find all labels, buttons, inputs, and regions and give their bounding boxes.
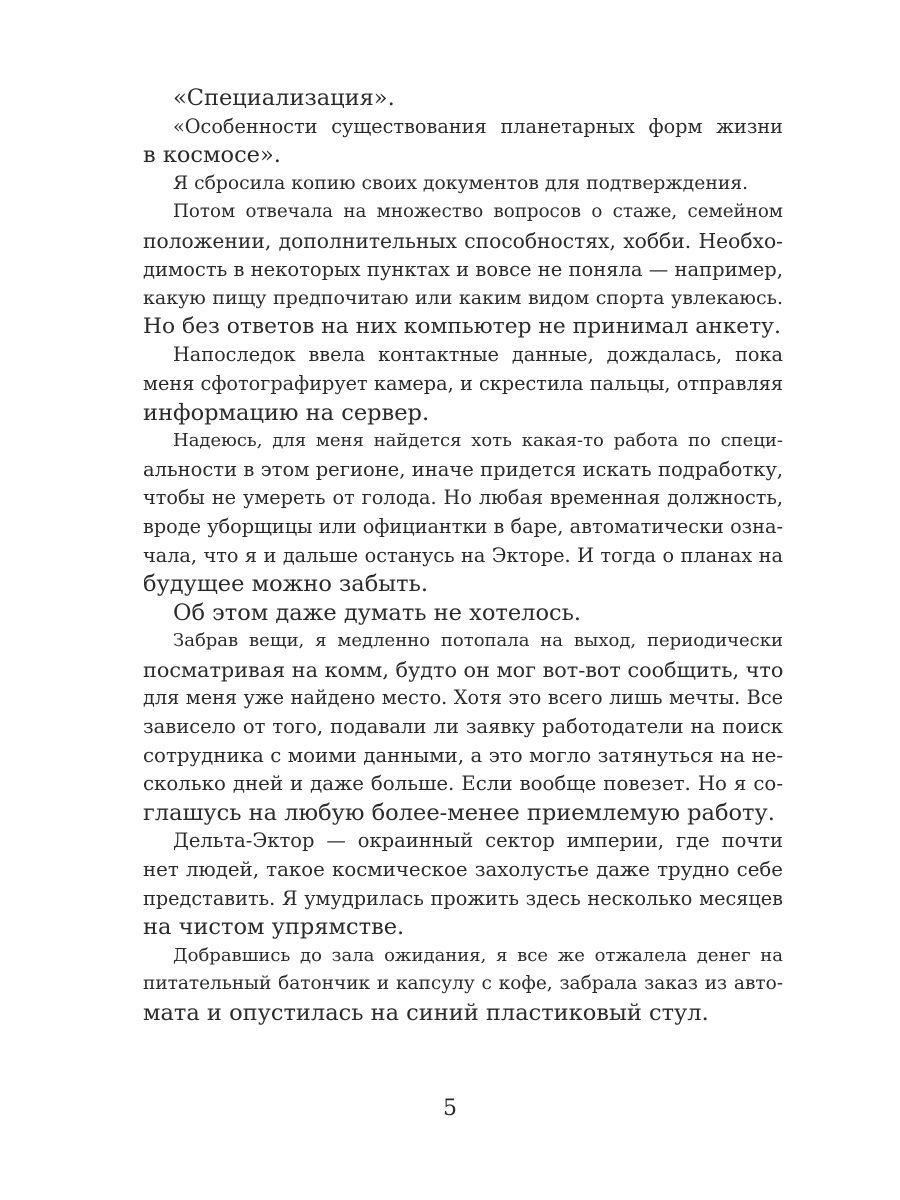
- text-line: будущее можно забыть.: [143, 571, 429, 598]
- text-line: Напоследок ввела контактные данные, дождалась, пока: [173, 343, 783, 367]
- text-line: вроде уборщицы или официантки в баре, автоматически озна-: [143, 514, 783, 538]
- text-line: Дельта-Эктор — окраинный сектор империи, где почти: [173, 829, 783, 853]
- text-line: Добравшись до зала ожидания, я все же отжалела денег на: [173, 944, 783, 966]
- text-line: чала, что я и дальше останусь на Экторе. И тогда о планах на: [143, 543, 783, 567]
- text-line: димость в некоторых пунктах и вовсе не поняла — например,: [143, 257, 783, 281]
- text-line: Я сбросила копию своих документов для подтверждения.: [173, 172, 749, 194]
- text-line: Забрав вещи, я медленно потопала на выход, периодически: [173, 630, 783, 652]
- text-line: мата и опустилась на синий пластиковый стул.: [143, 1000, 709, 1026]
- text-line: питательный батончик и капсулу с кофе, забрала заказ из авто-: [143, 973, 783, 995]
- text-line: чтобы не умереть от голода. Но любая временная должность,: [143, 486, 783, 510]
- text-line: положении, дополнительных способностях, хобби. Необхо-: [143, 228, 783, 253]
- text-line: Надеюсь, для меня найдется хоть какая-то работа по специ-: [173, 430, 783, 452]
- text-line: зависело от того, подавали ли заявку работодатели на поиск: [143, 715, 783, 739]
- text-line: для меня уже найдено место. Хотя это всего лишь мечты. Все: [143, 686, 783, 710]
- text-line: представить. Я умудрилась прожить здесь несколько месяцев: [143, 886, 783, 910]
- text-line: посматривая на комм, будто он мог вот-вот сообщить, что: [143, 657, 784, 682]
- text-line: альности в этом регионе, иначе придется искать подработку,: [143, 457, 783, 481]
- text-line: в космосе».: [143, 142, 281, 169]
- page-number: 5: [443, 1096, 457, 1121]
- text-line: «Особенности существования планетарных форм жизни: [173, 114, 783, 138]
- text-line: «Специализация».: [173, 85, 395, 111]
- text-line: Потом отвечала на множество вопросов о стаже, семейном: [173, 201, 783, 223]
- text-line: глашусь на любую более-менее приемлемую работу.: [143, 799, 775, 826]
- text-line: на чистом упрямстве.: [143, 914, 405, 941]
- text-line: Об этом даже думать не хотелось.: [173, 599, 581, 626]
- text-line: сотрудника с моими данными, а это могло затянуться на не-: [143, 743, 783, 767]
- text-line: сколько дней и даже больше. Если вообще повезет. Но я со-: [143, 772, 783, 796]
- text-line: Но без ответов на них компьютер не принимал анкету.: [143, 313, 781, 339]
- text-line: меня сфотографирует камера, и скрестила пальцы, отправляя: [143, 371, 783, 395]
- text-line: какую пищу предпочитаю или каким видом спорта увлекаюсь.: [143, 287, 783, 310]
- text-line: нет людей, такое космическое захолустье даже трудно себе: [143, 858, 783, 882]
- body-text: [143, 84, 783, 1028]
- text-line: информацию на сервер.: [143, 399, 430, 426]
